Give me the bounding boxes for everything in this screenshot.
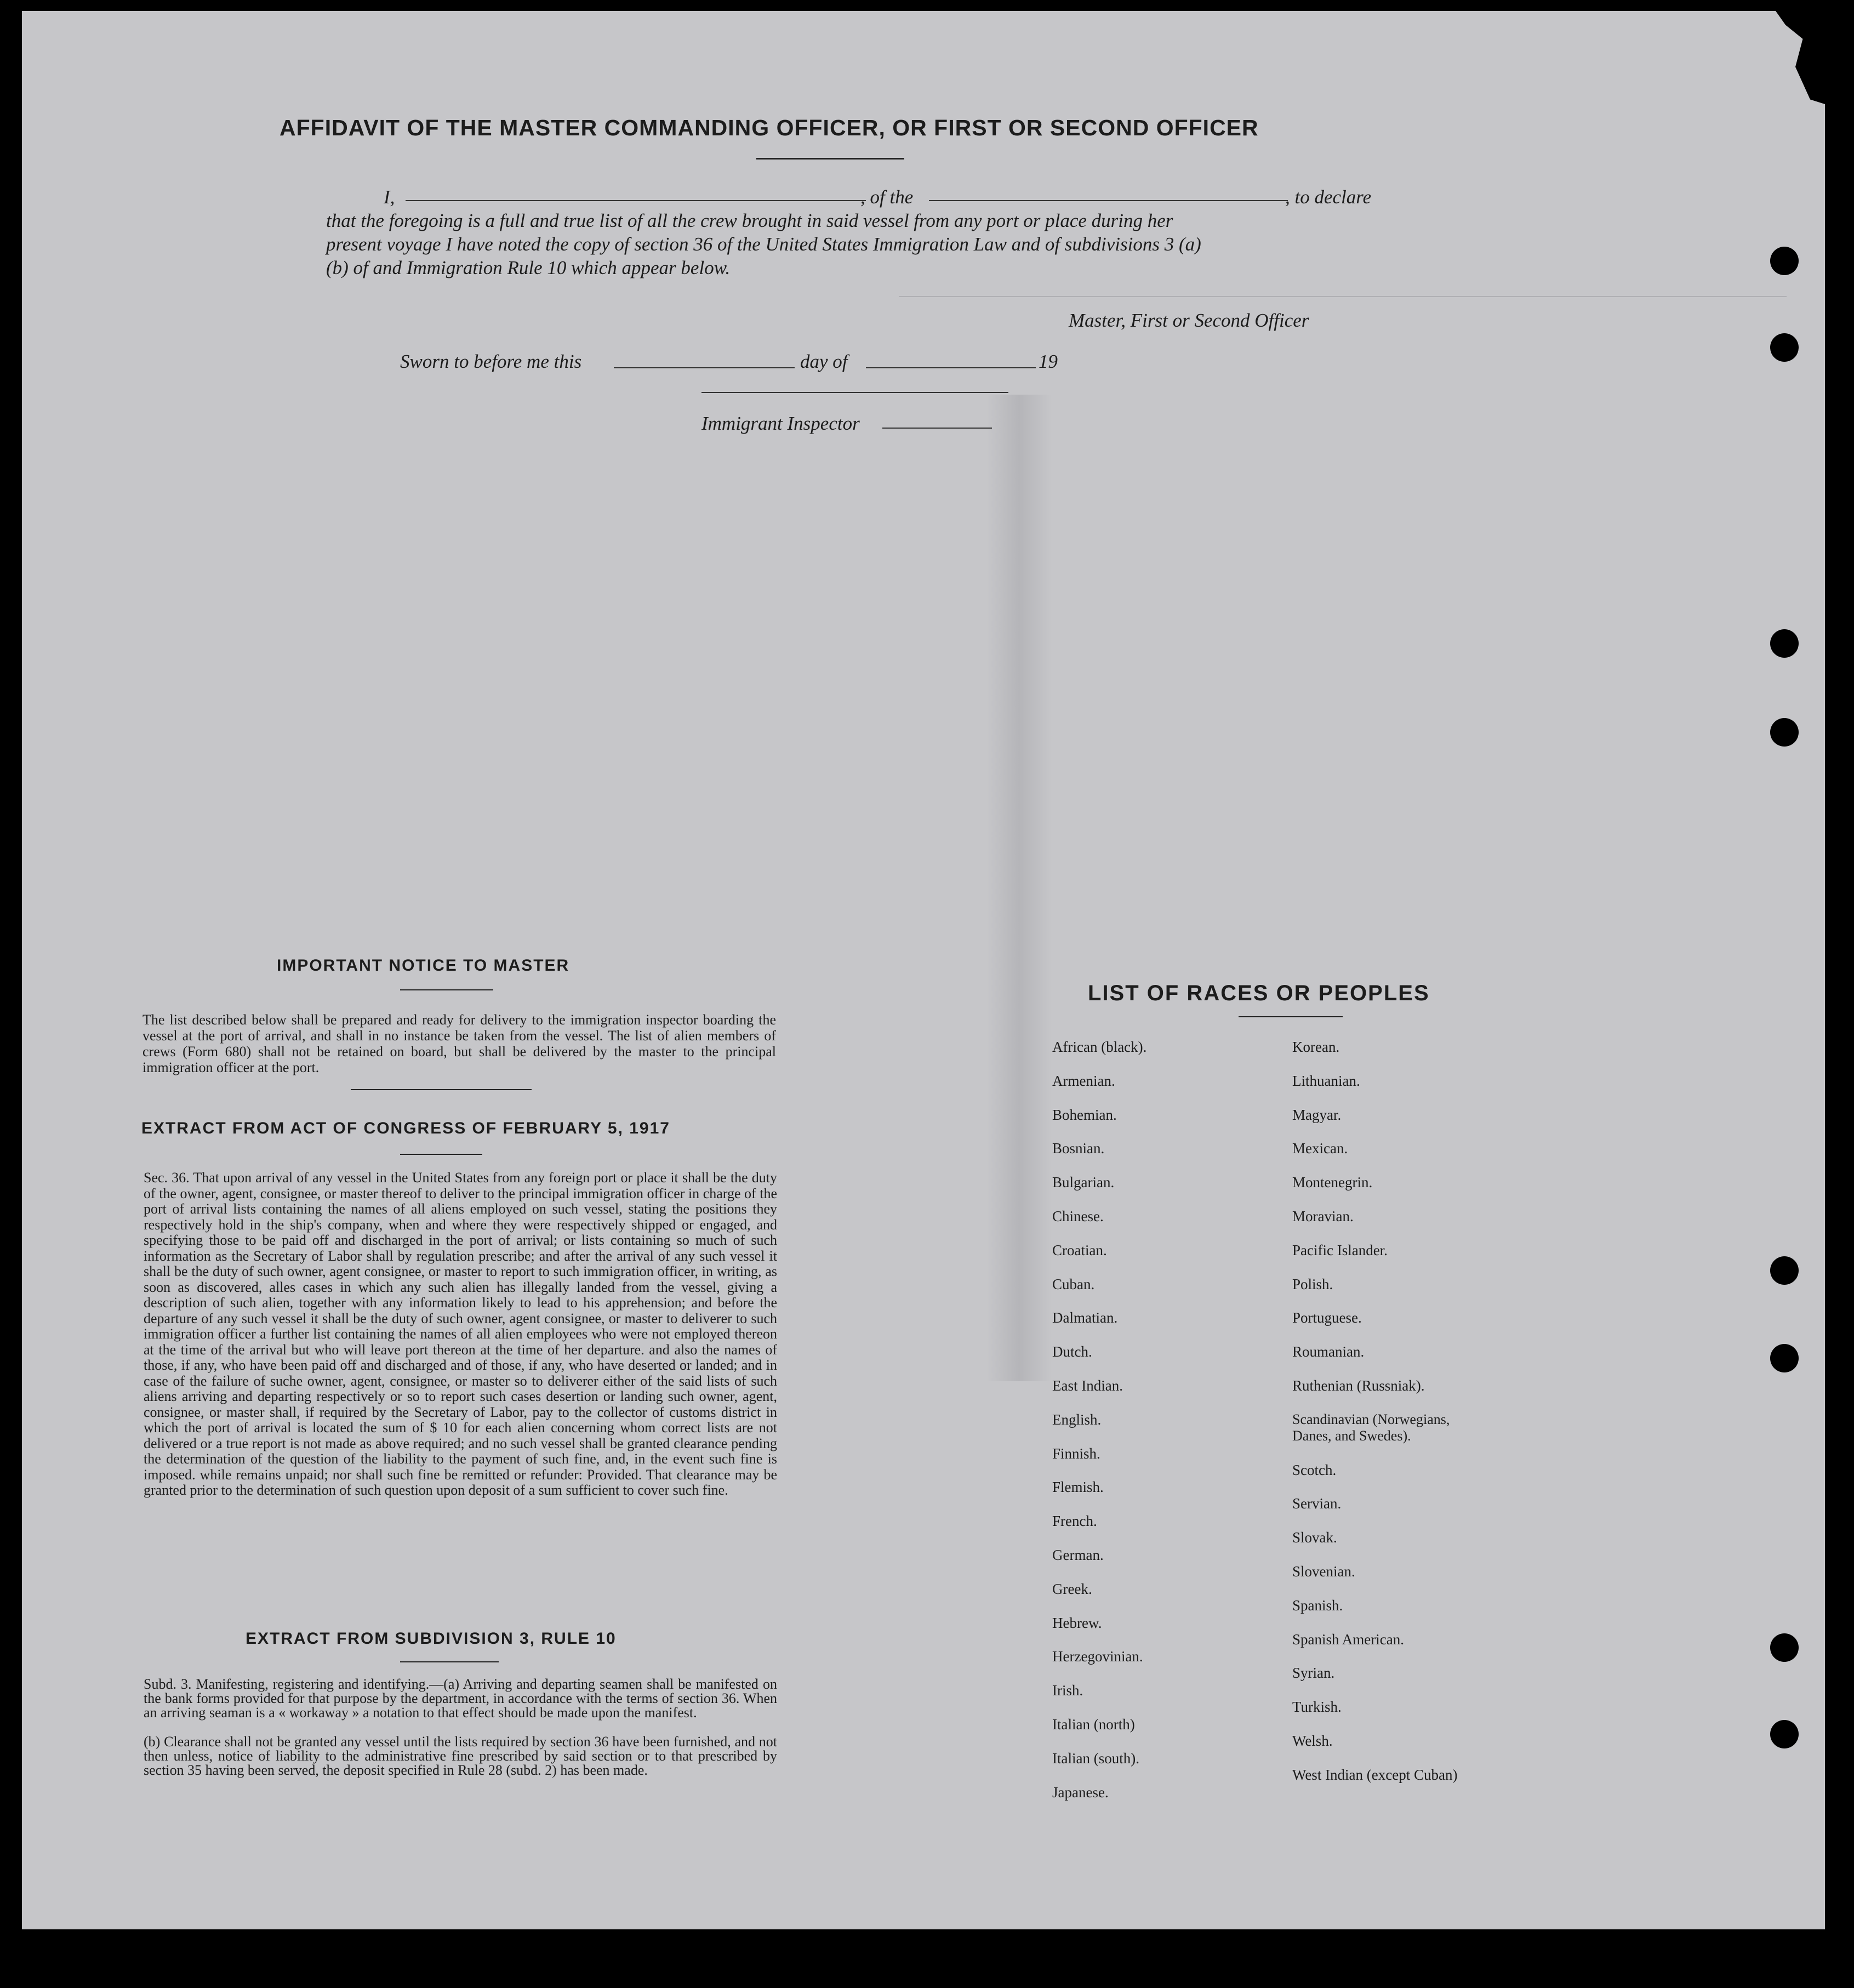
race-item: Cuban. [1052, 1275, 1095, 1292]
binder-hole [1770, 1256, 1799, 1285]
affidavit-of-the: , of the [860, 186, 914, 208]
race-item: Magyar. [1292, 1106, 1342, 1123]
race-item: Scotch. [1292, 1461, 1337, 1478]
act-text: Sec. 36. That upon arrival of any vessel in the United States from any foreign port or place it shall be the duty of the owner, agent, consignee, or master thereof to deliver to the principal immigration officer in charge of the port of arrival lists containing the names of all aliens employed on such vessel, stating the positions they respectively hold in the ship's company, when and where they were respectively shipped or engaged, and specifying those to be paid off and discharged in the port of arrival; or lists containing so much of such information as the Secretary of Labor shall by regulation prescribe; and after the arrival of any such vessel it shall be the duty of such owner, agent consignee, or master to report to such immigration officer, in writing, as soon as discovered, alles cases in which any such alien has illegally landed from the vessel, giving a description of such alien, together with any information likely to lead to his apprehension; and before the departure of any such vessel it shall be the duty of such owner, agent consignee, or master to deliverer to such immigration officer a further list containing the names of all alien employees who were not employed thereon at the time of the arrival but who will leave port thereon at the time of her departure. and also the names of those, if any, who have been paid off and discharged and of those, if any, who have deserted or landed; and in case of the failure of suche owner, agent, consignee, or master so to deliverer either of the said lists of such aliens arriving and departing respectively or so to report such cases desertion or landing such owner, agent, consignee, or master shall, if required by the Secretary of Labor, pay to the collector of customs district in which the port of arrival is located the sum of $ 10 for each alien concerning whom correct lists are not delivered or a true report is not made as above required; and no such vessel shall be granted clearance pending the determination of the question of the liability to the payment of such fine, and, in the event such fine is imposed. while remains unpaid; nor shall such fine be remitted or refunder: Provided. That clearance may be granted prior to the determination of such question upon deposit of a sum sufficient to cover such fine. [144, 1170, 777, 1498]
race-item: Italian (north) [1052, 1716, 1135, 1733]
bleed-through-shade [986, 395, 1052, 1381]
race-item: English. [1052, 1411, 1102, 1428]
race-item: Bulgarian. [1052, 1174, 1115, 1191]
rule-para-a: Subd. 3. Manifesting, registering and identifying.—(a) Arriving and departing seamen shall be manifested on the bank forms provided for that purpose by the department, in accordance with the terms of section 36. When an arriving seaman is a « workaway » a notation to that effect should be made upon the manifest. [144, 1676, 777, 1721]
race-item: Pacific Islander. [1292, 1241, 1388, 1258]
race-item: Herzegovinian. [1052, 1648, 1143, 1665]
sworn-label: Sworn to before me this [400, 351, 582, 372]
act-title: EXTRACT FROM ACT OF CONGRESS OF FEBRUARY 5, 1917 [141, 1119, 670, 1137]
races-underline [1239, 1016, 1343, 1017]
inspector-blank [882, 428, 992, 429]
vessel-blank [929, 200, 1288, 201]
race-item: Portuguese. [1292, 1309, 1362, 1326]
race-item: Turkish. [1292, 1699, 1342, 1716]
notice-underline [400, 989, 493, 990]
race-item: Bohemian. [1052, 1106, 1117, 1123]
race-item: Greek. [1052, 1580, 1092, 1597]
month-blank [866, 367, 1036, 368]
binder-hole [1770, 1633, 1799, 1662]
race-item: Slovak. [1292, 1529, 1337, 1546]
race-item: Flemish. [1052, 1479, 1104, 1496]
race-item: Montenegrin. [1292, 1174, 1373, 1191]
race-item: Servian. [1292, 1495, 1342, 1512]
race-item: Ruthenian (Russniak). [1292, 1377, 1425, 1394]
title-underline [756, 158, 904, 160]
races-title: LIST OF RACES OR PEOPLES [1088, 981, 1430, 1005]
year-prefix: 19 [1039, 351, 1058, 372]
race-item: Welsh. [1292, 1733, 1333, 1749]
rule-title: EXTRACT FROM SUBDIVISION 3, RULE 10 [246, 1630, 617, 1648]
bleed-through-line [899, 296, 1787, 297]
race-item: West Indian (except Cuban) [1292, 1766, 1458, 1783]
race-item: Armenian. [1052, 1072, 1115, 1089]
binder-hole [1770, 333, 1799, 362]
race-item: Spanish American. [1292, 1631, 1404, 1648]
binder-hole [1770, 629, 1799, 658]
race-item: Italian (south). [1052, 1750, 1139, 1767]
sworn-day-blank [614, 367, 795, 368]
document-page [22, 11, 1825, 1929]
race-item: Roumanian. [1292, 1343, 1365, 1360]
race-item: Mexican. [1292, 1140, 1348, 1157]
race-item: Lithuanian. [1292, 1072, 1360, 1089]
race-item: French. [1052, 1513, 1097, 1530]
day-of-label: day of [800, 351, 848, 372]
race-item: Korean. [1292, 1039, 1340, 1055]
rule-para-b: (b) Clearance shall not be granted any vessel until the lists required by section 36 have been furnished, and not then unless, notice of liability to the administrative fine prescribed by said section or to that prescribed by section 35 having been served, the deposit specified in Rule 28 (subd. 2) has been made. [144, 1734, 777, 1778]
torn-corner [1776, 11, 1825, 104]
race-item: Dalmatian. [1052, 1309, 1118, 1326]
race-item: Moravian. [1292, 1208, 1354, 1224]
race-item: Slovenian. [1292, 1563, 1355, 1580]
affidavit-line2: that the foregoing is a full and true list of all the crew brought in said vessel from any port or place during her [326, 210, 1173, 231]
inspector-label: Immigrant Inspector [701, 413, 860, 434]
binder-hole [1770, 718, 1799, 747]
race-item: Finnish. [1052, 1445, 1100, 1462]
notice-rule [351, 1089, 532, 1090]
race-item: Chinese. [1052, 1208, 1104, 1224]
notice-title: IMPORTANT NOTICE TO MASTER [277, 956, 570, 975]
race-item: German. [1052, 1547, 1104, 1563]
binder-hole [1770, 1720, 1799, 1748]
inspector-signature-blank [701, 392, 1008, 393]
affidavit-line3: present voyage I have noted the copy of section 36 of the United States Immigration Law and of subdivisions 3 (a) [326, 233, 1201, 255]
binder-hole [1770, 247, 1799, 275]
race-item: Irish. [1052, 1682, 1083, 1699]
race-item: Bosnian. [1052, 1140, 1105, 1157]
race-item: Japanese. [1052, 1784, 1109, 1801]
act-underline [400, 1154, 482, 1155]
affidavit-to-declare: , to declare [1285, 186, 1372, 208]
notice-text: The list described below shall be prepared and ready for delivery to the immigration inspector boarding the vessel at the port of arrival, and shall in no instance be taken from the vessel. The list of alien members of crews (Form 680) shall not be retained on board, but shall be delivered by the master to the principal immigration officer at the port. [142, 1012, 776, 1075]
race-item: Croatian. [1052, 1241, 1107, 1258]
race-item: Hebrew. [1052, 1614, 1102, 1631]
rule-underline [400, 1661, 499, 1662]
binder-hole [1770, 1344, 1799, 1372]
affidavit-title: AFFIDAVIT OF THE MASTER COMMANDING OFFICER, OR FIRST OR SECOND OFFICER [279, 115, 1259, 140]
race-item: Spanish. [1292, 1597, 1343, 1614]
race-item: African (black). [1052, 1039, 1147, 1055]
race-item: Dutch. [1052, 1343, 1092, 1360]
signature-label: Master, First or Second Officer [1069, 310, 1309, 331]
race-item: Scandinavian (Norwegians, Danes, and Swedes). [1292, 1411, 1450, 1444]
affidavit-i: I, [384, 186, 395, 208]
race-item: Syrian. [1292, 1665, 1335, 1682]
affidavit-line4: (b) of and Immigration Rule 10 which appear below. [326, 257, 731, 278]
race-item: Polish. [1292, 1275, 1333, 1292]
race-item: East Indian. [1052, 1377, 1123, 1394]
name-blank [406, 200, 866, 201]
